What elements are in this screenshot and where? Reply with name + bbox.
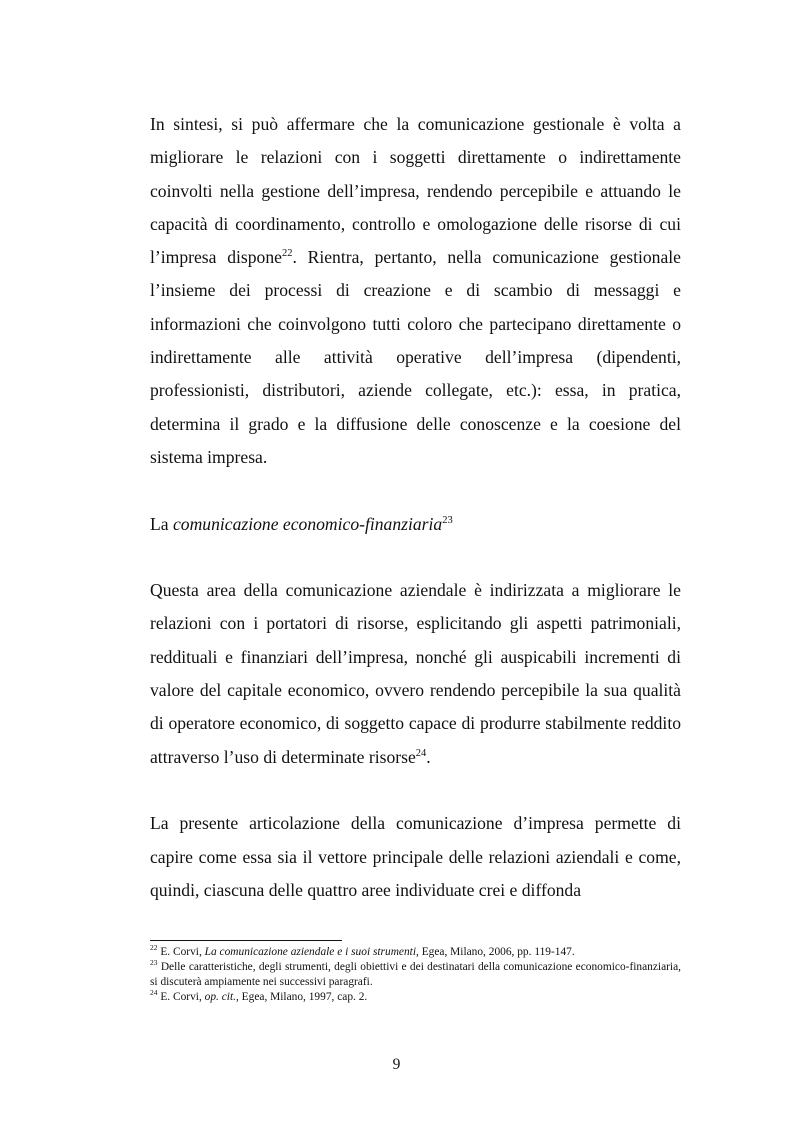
footnote-italic: op. cit.: [204, 991, 236, 1003]
paragraph-text: .: [426, 746, 431, 767]
footnote-text: Delle caratteristiche, degli strumenti, degli obiettivi e dei destinatari della comunicazione economico-finanziaria, si discuterà ampiamente nei successivi paragrafi.: [150, 961, 681, 988]
footnotes: [150, 945, 681, 1005]
paragraph-articolazione: [150, 807, 681, 907]
footnote-number: 23: [150, 958, 158, 968]
footnote-number: 24: [150, 988, 158, 998]
paragraph-text: . Rientra, pertanto, nella comunicazione gestionale l’insieme dei processi di creazione e di scambio di messaggi e informazioni che coinvolgono tutti coloro che partecipano direttamente o indirettamente alle attività operative dell’impresa (dipendenti, professionisti, distributori, aziende collegate, etc.): essa, in pratica, determina il grado e la diffusione delle conoscenze e la coesione del sistema impresa.: [150, 247, 681, 467]
footnote-text: , Egea, Milano, 1997, cap. 2.: [235, 991, 368, 1003]
heading-italic: comunicazione economico-finanziaria: [172, 513, 443, 534]
paragraph-economico-finanziaria: [150, 574, 681, 774]
paragraph-gestionale: [150, 108, 681, 474]
footnote-divider: [150, 940, 342, 941]
paragraph-text: In sintesi, si può affermare che la comunicazione gestionale è volta a migliorare le relazioni con i soggetti direttamente o indirettamente coinvolti nella gestione dell’impresa, rendendo percepibile e attuando le capacità di coordinamento, controllo e omologazione delle risorse di cui l’impresa dispone: [150, 114, 681, 268]
footnote-ref-22[interactable]: 22: [281, 248, 293, 260]
page-number: 9: [392, 1056, 401, 1073]
footnote-italic: La comunicazione aziendale e i suoi strumenti,: [204, 946, 419, 958]
paragraph-text: Questa area della comunicazione aziendale è indirizzata a migliorare le relazioni con i portatori di risorse, esplicitando gli aspetti patrimoniali, reddituali e finanziari dell’impresa, nonché gli auspicabili incrementi di valore del capitale economico, ovvero rendendo percepibile la sua qualità di operatore economico, di soggetto capace di produrre stabilmente reddito attraverso l’uso di determinate risorse: [150, 580, 681, 767]
section-heading: [150, 508, 681, 541]
footnote-23: [150, 960, 681, 990]
footnote-ref-23[interactable]: 23: [442, 514, 453, 526]
footnote-22: [150, 945, 681, 960]
heading-prefix: La: [150, 513, 173, 534]
footnote-text: E. Corvi,: [157, 946, 205, 958]
footnote-text: E. Corvi,: [157, 991, 205, 1003]
footnote-24: [150, 990, 681, 1005]
footnote-ref-24[interactable]: 24: [415, 747, 427, 759]
paragraph-text: La presente articolazione della comunicazione d’impresa permette di capire come essa sia il vettore principale delle relazioni aziendali e come, quindi, ciascuna delle quattro aree individuate crei e diffonda: [150, 813, 681, 900]
page-body: [150, 108, 681, 907]
footnote-number: 22: [150, 943, 158, 953]
footnote-text: Egea, Milano, 2006, pp. 119-147.: [418, 946, 575, 958]
